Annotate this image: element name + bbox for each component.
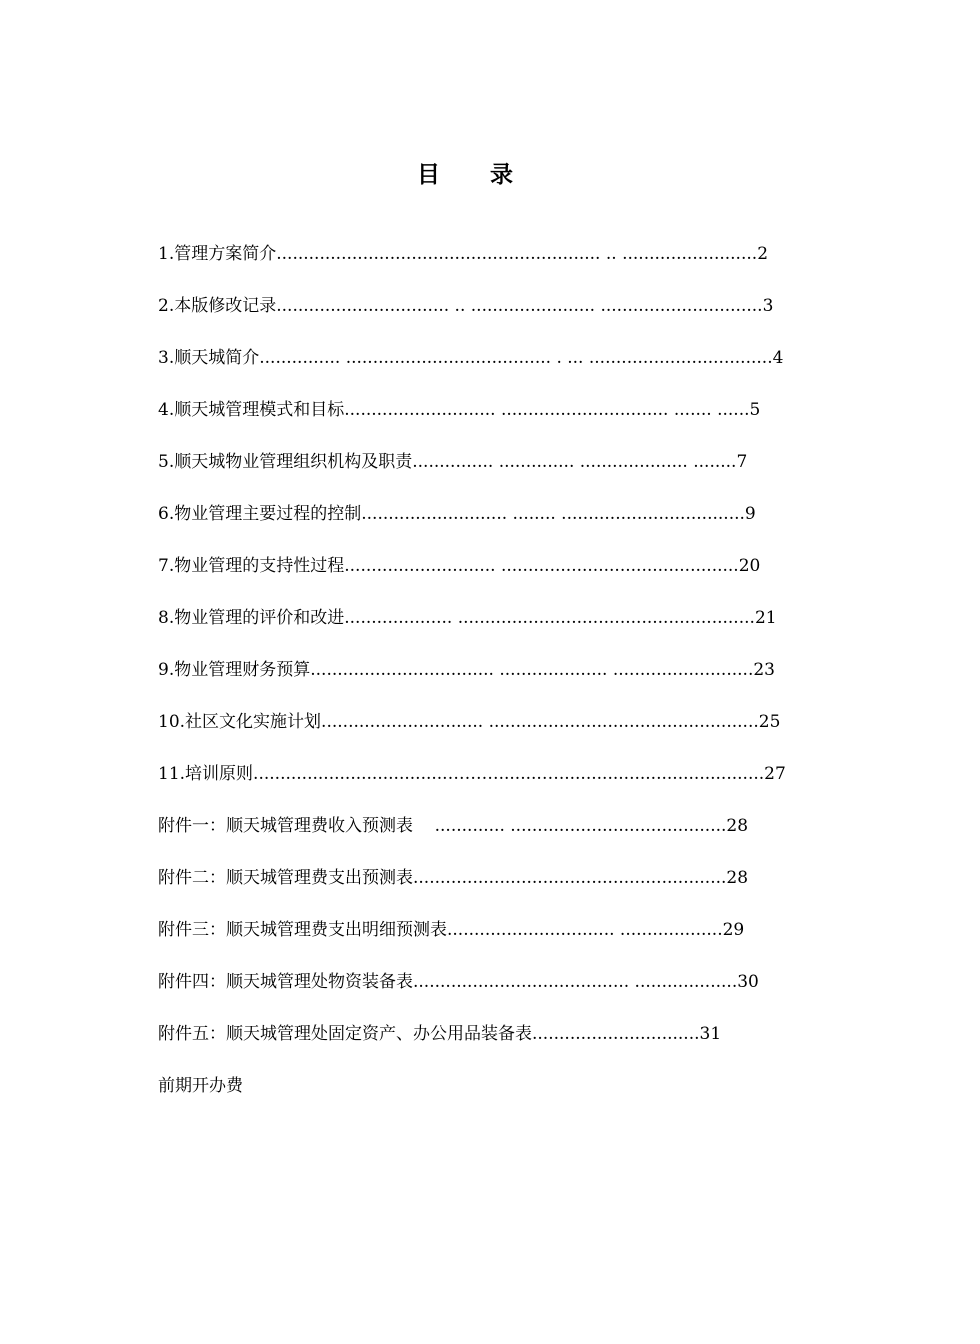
toc-entry-title: 5.顺天城物业管理组织机构及职责 bbox=[158, 452, 413, 472]
toc-leader-dots: ............................ ............................... ....... ...... bbox=[344, 400, 750, 420]
toc-leader-dots: .............................. .................................................. bbox=[321, 712, 759, 732]
toc-entry bbox=[158, 968, 759, 1020]
toc-entry-title: 11.培训原则 bbox=[158, 764, 254, 784]
toc-entry-title: 4.顺天城管理模式和目标 bbox=[158, 400, 345, 420]
toc-entry-title: 附件四：顺天城管理处物资装备表 bbox=[158, 972, 413, 992]
toc-leader-dots: ............... ...................................... . ... .................................. bbox=[259, 348, 773, 368]
trailing-text: 前期开办费 bbox=[158, 1076, 243, 1096]
toc-entry bbox=[158, 656, 775, 708]
toc-entry-title: 10.社区文化实施计划 bbox=[158, 712, 322, 732]
toc-entry bbox=[158, 292, 774, 344]
toc-entry bbox=[158, 552, 761, 604]
toc-entry-title: 附件三：顺天城管理费支出明细预测表 bbox=[158, 920, 447, 940]
toc-entry-title: 3.顺天城简介 bbox=[158, 348, 260, 368]
toc-entry bbox=[158, 240, 769, 292]
toc-page-number: 9 bbox=[744, 504, 756, 524]
toc-leader-dots: ............. ........................................ bbox=[413, 816, 727, 836]
toc-page-number: 21 bbox=[754, 608, 777, 628]
toc-leader-dots: .......................................................... bbox=[413, 868, 727, 888]
toc-page-number: 31 bbox=[699, 1024, 722, 1044]
toc-leader-dots: ............... .............. .................... ........ bbox=[412, 452, 737, 472]
toc-leader-dots: ............................................................ .. ......................... bbox=[276, 244, 758, 264]
toc-leader-dots: ............................ ............................................ bbox=[344, 556, 739, 576]
toc-page-number: 2 bbox=[757, 244, 769, 264]
toc-entry-title: 8.物业管理的评价和改进 bbox=[158, 608, 345, 628]
toc-leader-dots: ............................... bbox=[532, 1024, 700, 1044]
toc-leader-dots: .................... ....................................................... bbox=[344, 608, 755, 628]
toc-page-number: 7 bbox=[736, 452, 748, 472]
toc-leader-dots: ........................................ ................... bbox=[413, 972, 738, 992]
toc-entry bbox=[158, 604, 777, 656]
toc-page-number: 5 bbox=[749, 400, 761, 420]
toc-entry-title: 附件五：顺天城管理处固定资产、办公用品装备表 bbox=[158, 1024, 532, 1044]
toc-page-number: 3 bbox=[762, 296, 774, 316]
toc-leader-dots: ........................... ........ .................................. bbox=[361, 504, 745, 524]
toc-entry bbox=[158, 864, 748, 916]
toc-leader-dots: ....................................………........…...................................... bbox=[253, 764, 765, 784]
toc-leader-dots: .................................. .................... .......................... bbox=[310, 660, 754, 680]
page-title: 目录 bbox=[417, 162, 563, 188]
toc-page-number: 4 bbox=[772, 348, 784, 368]
toc-entry-title: 2.本版修改记录 bbox=[158, 296, 277, 316]
toc-entry bbox=[158, 500, 756, 552]
toc-entry bbox=[158, 396, 761, 448]
toc-page-number: 30 bbox=[737, 972, 759, 992]
toc-page-number: 27 bbox=[764, 764, 786, 784]
toc-entry bbox=[158, 812, 748, 864]
toc-entry-title: 9.物业管理财务预算 bbox=[158, 660, 311, 680]
toc-entry-title: 附件二：顺天城管理费支出预测表 bbox=[158, 868, 413, 888]
toc-entry bbox=[158, 344, 784, 396]
toc-entry-title: 1.管理方案简介 bbox=[158, 244, 277, 264]
table-of-contents bbox=[158, 240, 786, 1072]
toc-entry bbox=[158, 1020, 748, 1072]
toc-page-number: 25 bbox=[758, 712, 781, 732]
toc-entry bbox=[158, 760, 786, 812]
toc-entry-title: 7.物业管理的支持性过程 bbox=[158, 556, 345, 576]
toc-page-number: 28 bbox=[726, 868, 749, 888]
toc-entry bbox=[158, 708, 781, 760]
toc-entry-title: 6.物业管理主要过程的控制 bbox=[158, 504, 362, 524]
toc-entry-title: 附件一：顺天城管理费收入预测表 bbox=[158, 816, 413, 836]
toc-entry bbox=[158, 916, 748, 968]
toc-page-number: 29 bbox=[722, 920, 745, 940]
toc-page-number: 20 bbox=[738, 556, 761, 576]
toc-leader-dots: ............................... ................... bbox=[447, 920, 723, 940]
toc-page-number: 28 bbox=[726, 816, 749, 836]
toc-page-number: 23 bbox=[753, 660, 775, 680]
toc-entry bbox=[158, 448, 748, 500]
toc-leader-dots: ................................ .. ....................... .............................. bbox=[276, 296, 763, 316]
